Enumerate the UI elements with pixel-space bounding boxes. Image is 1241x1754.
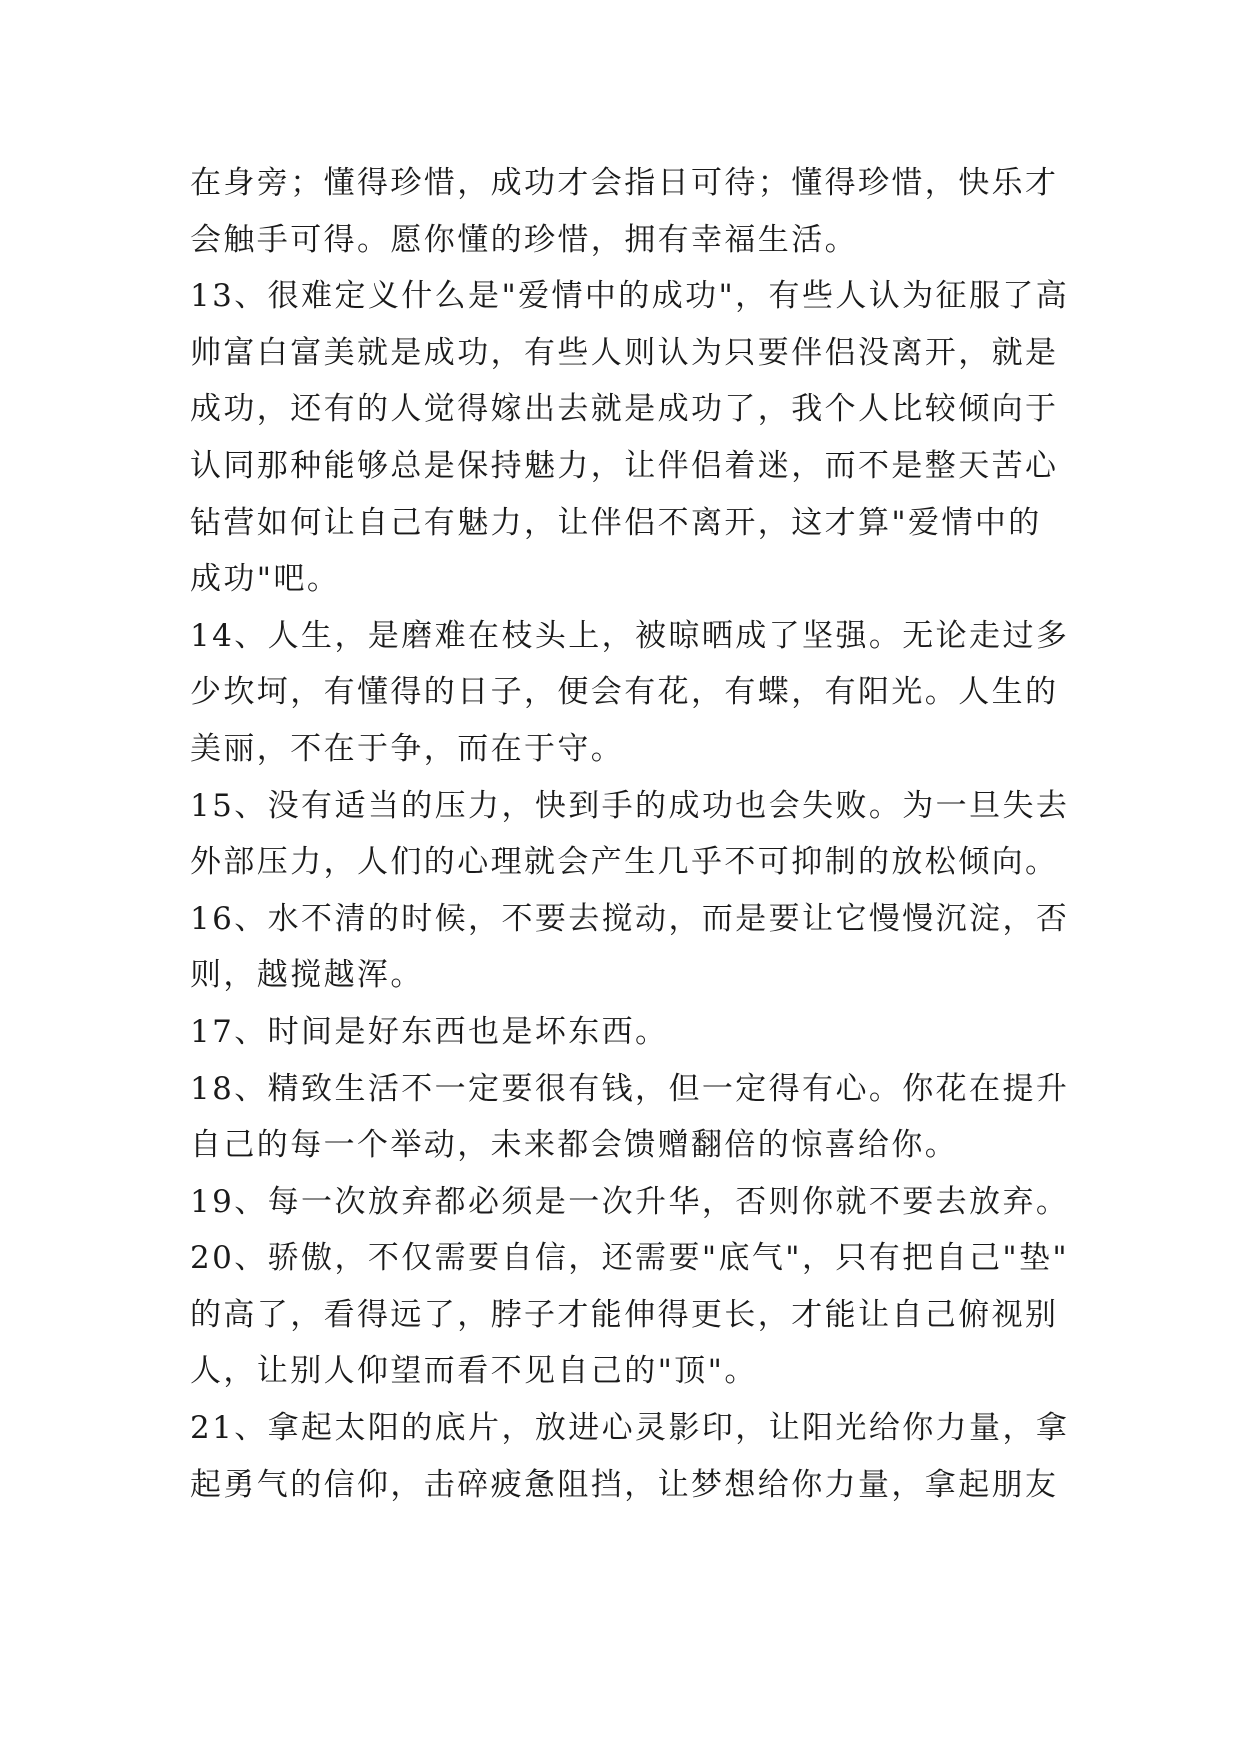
text-line: 19、每一次放弃都必须是一次升华，否则你就不要去放弃。 xyxy=(190,1183,1070,1220)
text-line: 帅富白富美就是成功，有些人则认为只要伴侣没离开，就是 xyxy=(190,334,1059,371)
text-line: 外部压力，人们的心理就会产生几乎不可抑制的放松倾向。 xyxy=(190,844,1059,881)
text-line: 钻营如何让自己有魅力，让伴侣不离开，这才算"爱情中的 xyxy=(190,504,1042,541)
text-line: 15、没有适当的压力，快到手的成功也会失败。为一旦失去 xyxy=(190,787,1070,824)
text-line: 13、很难定义什么是"爱情中的成功"，有些人认为征服了高 xyxy=(190,278,1070,315)
text-line: 认同那种能够总是保持魅力，让伴侣着迷，而不是整天苦心 xyxy=(190,447,1059,484)
text-line: 在身旁；懂得珍惜，成功才会指日可待；懂得珍惜，快乐才 xyxy=(190,165,1059,201)
text-line: 成功"吧。 xyxy=(190,561,341,598)
text-line: 的高了，看得远了，脖子才能伸得更长，才能让自己俯视别 xyxy=(190,1296,1059,1333)
page-body xyxy=(190,155,1070,1513)
text-line: 14、人生，是磨难在枝头上，被晾晒成了坚强。无论走过多 xyxy=(190,617,1070,654)
text-line: 美丽，不在于争，而在于守。 xyxy=(190,730,625,767)
text-line: 少坎坷，有懂得的日子，便会有花，有蝶，有阳光。人生的 xyxy=(190,674,1059,711)
text-line: 则，越搅越浑。 xyxy=(190,957,424,994)
text-line: 人，让别人仰望而看不见自己的"顶"。 xyxy=(190,1353,758,1390)
text-line: 20、骄傲，不仅需要自信，还需要"底气"，只有把自己"垫" xyxy=(190,1240,1070,1277)
text-line: 自己的每一个举动，未来都会馈赠翻倍的惊喜给你。 xyxy=(190,1127,959,1164)
text-line: 起勇气的信仰，击碎疲惫阻挡，让梦想给你力量，拿起朋友 xyxy=(190,1466,1059,1503)
text-line: 18、精致生活不一定要很有钱，但一定得有心。你花在提升 xyxy=(190,1070,1070,1107)
text-line: 成功，还有的人觉得嫁出去就是成功了，我个人比较倾向于 xyxy=(190,391,1059,428)
text-line: 17、时间是好东西也是坏东西。 xyxy=(190,1013,669,1050)
text-line: 21、拿起太阳的底片，放进心灵影印，让阳光给你力量，拿 xyxy=(190,1410,1070,1447)
text-line: 16、水不清的时候，不要去搅动，而是要让它慢慢沉淀，否 xyxy=(190,900,1070,937)
text-line: 会触手可得。愿你懂的珍惜，拥有幸福生活。 xyxy=(190,221,858,258)
